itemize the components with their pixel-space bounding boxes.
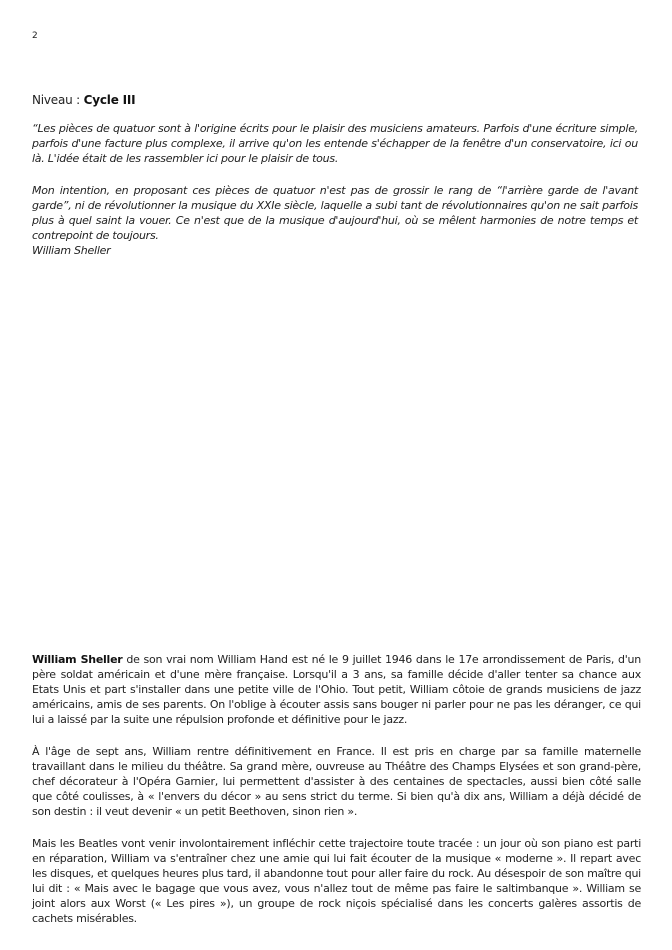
bio-paragraph: À l'âge de sept ans, William rentre définitivement en France. Il est pris en charge par sa famille maternelle travaillant dans le milieu du théâtre. Sa grand mère, ouvreuse au Théâtre des Champs Elysées et son grand-père, chef décorateur à l'Opéra Garnier, lui permettent d'assister à des centaines de spectacles, aussi bien côté salle que côté coulisses, à « l'envers du décor » au sens strict du terme. Si bien qu'à dix ans, William a déjà décidé de son destin : il veut devenir « un petit Beethoven, sinon rien ». [32,745,641,818]
level-label: Niveau : [32,93,84,107]
bio-paragraph [32,652,641,727]
quote-paragraph: “Les pièces de quatuor sont à l'origine écrits pour le plaisir des musiciens amateurs. Parfois d'une écriture simple, parfois d'une facture plus complexe, il arrive qu'on les entende s'échapper de la fenêtre d'un conservatoire, ici ou là. L'idée était de les rassembler ici pour le plaisir de tous. [32,122,638,165]
quote-author: William Sheller [32,244,111,257]
page-number: 2 [32,31,38,41]
bio-paragraph: Mais les Beatles vont venir involontairement infléchir cette trajectoire toute tracée : un jour où son piano est parti en réparation, William va s'entraîner chez une amie qui lui fait écouter de la musique « moderne ». Il repart avec les disques, et quelques heures plus tard, il abandonne tout pour aller faire du rock. Au désespoir de son maître qui lui dit : « Mais avec le bagage que vous avez, vous n'allez tout de même pas faire le saltimbanque ». William se joint alors aux Worst (« Les pires »), un groupe de rock niçois spécialisé dans les concerts galères assortis de cachets misérables. [32,837,641,925]
quote-paragraph: Mon intention, en proposant ces pièces de quatuor n'est pas de grossir le rang de “l'arrière garde de l'avant garde”, ni de révolutionner la musique du XXIe siècle, laquelle a subi tant de révolutionnaires qu'on ne sait parfois plus à quel saint la vouer. Ce n'est que de la musique d'aujourd'hui, où se mêlent harmonies de notre temps et contrepoint de toujours. [32,184,638,242]
bio-paragraph-text: de son vrai nom William Hand est né le 9 juillet 1946 dans le 17e arrondissement de Paris, d'un père soldat américain et d'une mère française. Lorsqu'il a 3 ans, sa famille décide d'aller tenter sa chance aux Etats Unis et part s'installer dans une petite ville de l'Ohio. Tout petit, William côtoie de grands musiciens de jazz américains, amis de ses parents. On l'oblige à écouter assis sans bouger ni parler pour ne pas les déranger, ce qui lui a laissé par la suite une répulsion profonde et définitive pour le jazz. [32,653,641,726]
level-line [32,93,135,107]
composer-quote [32,121,638,258]
bio-name: William Sheller [32,653,123,666]
biography [32,652,641,943]
level-value: Cycle III [83,93,136,107]
